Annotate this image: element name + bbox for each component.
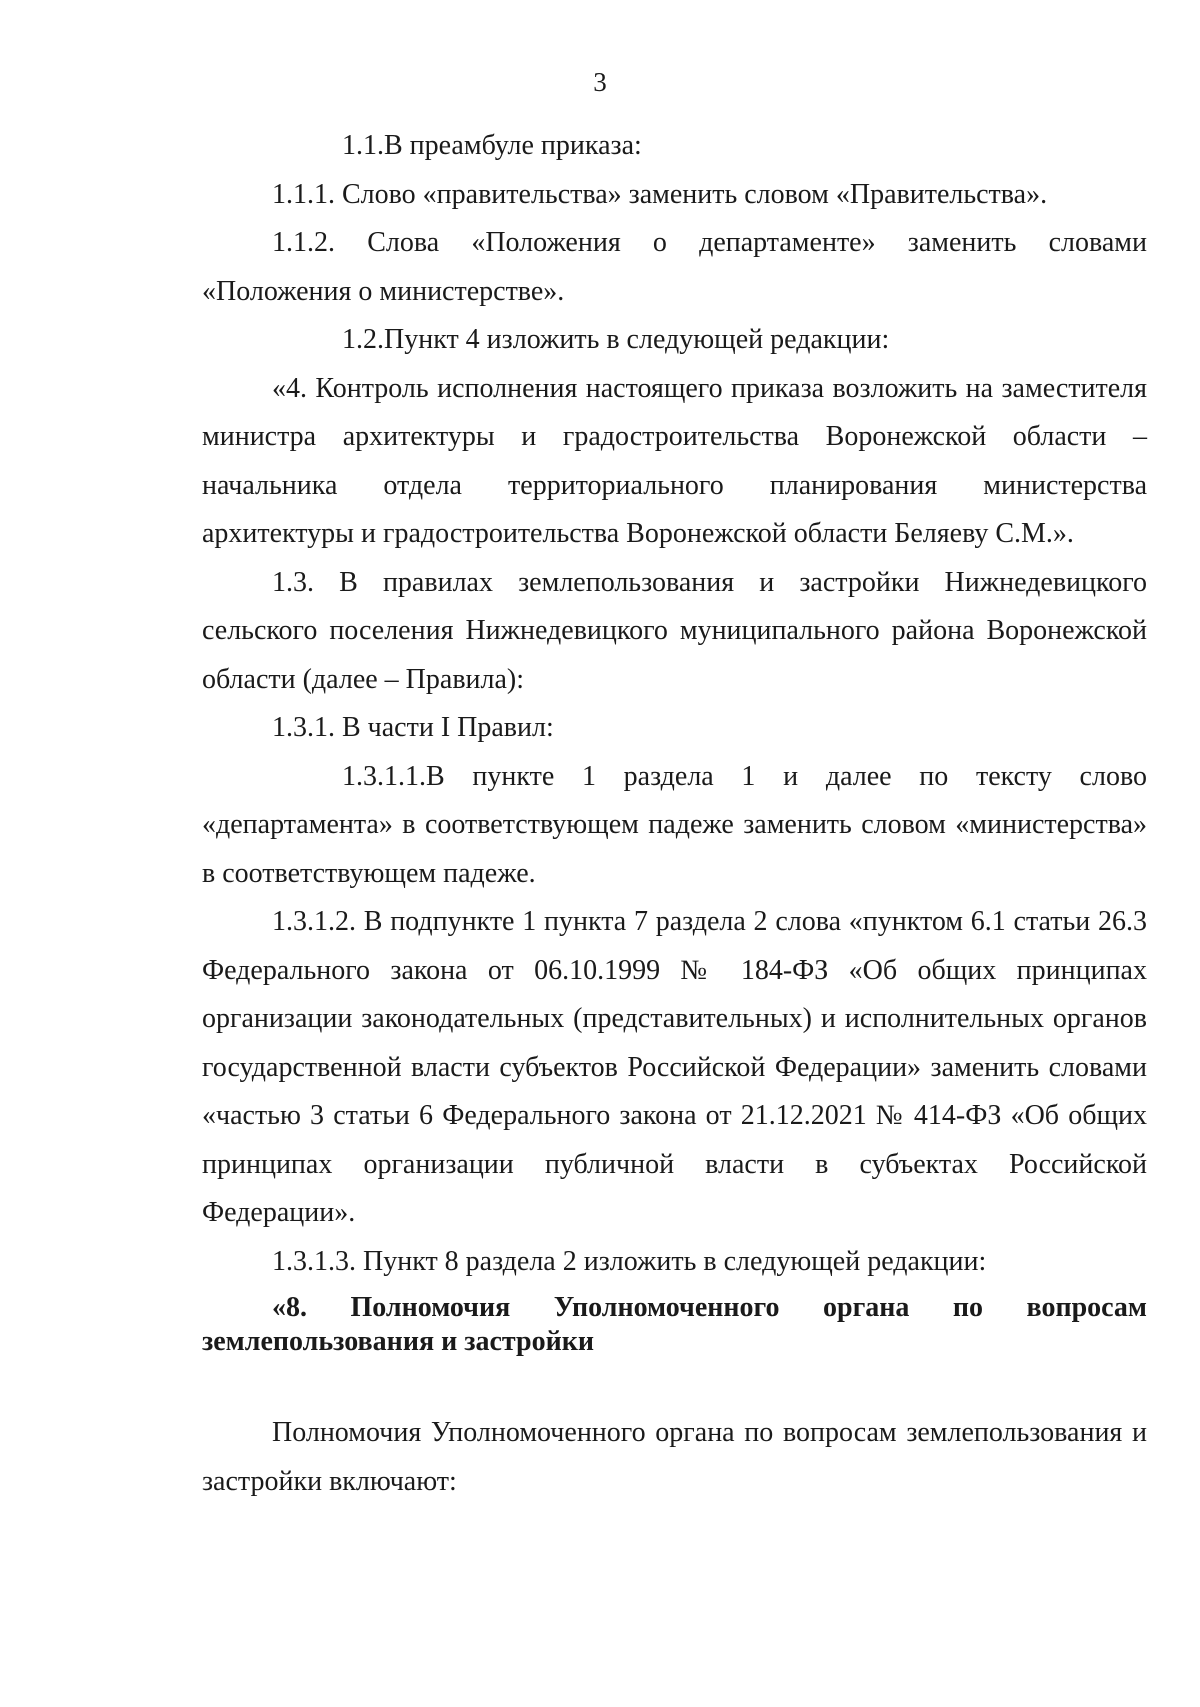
paragraph-1-2 — [202, 316, 1147, 365]
paragraph-text: 1.3.1.3. Пункт 8 раздела 2 изложить в следующей редакции: — [272, 1245, 987, 1277]
paragraph-1-3-1-3 — [202, 1238, 1147, 1287]
paragraph-1-3-1-2 — [202, 898, 1147, 1238]
paragraph-text: Пункт 4 изложить в следующей редакции: — [384, 324, 890, 355]
paragraph-quote-4 — [202, 365, 1147, 559]
paragraph-text: В пункте 1 раздела 1 и далее по тексту слово «департамента» в соответствующем падеже заменить словом «министерства» в соответствующем падеже. — [202, 760, 1147, 889]
paragraph-label: 1.1. — [342, 130, 384, 161]
paragraph-text: 1.1.1. Слово «правительства» заменить словом «Правительства». — [272, 178, 1048, 210]
section-heading: «8. Полномочия Уполномоченного органа по вопросам землепользования и застройки — [202, 1292, 1147, 1357]
paragraph-text: В преамбуле приказа: — [384, 130, 642, 161]
paragraph-label: 1.2. — [342, 324, 384, 355]
paragraph-1-3-1 — [202, 704, 1147, 753]
document-body — [202, 122, 1147, 1506]
paragraph-1-1-1 — [202, 171, 1147, 220]
paragraph-text: 1.3.1. В части I Правил: — [272, 712, 554, 743]
paragraph-text: 1.3. В правилах землепользования и застройки Нижнедевицкого сельского поселения Нижнедевицкого муниципального района Воронежской области (далее – Правила): — [202, 566, 1147, 695]
paragraph-label: 1.3.1.1. — [342, 760, 426, 792]
paragraph-text: 1.3.1.2. В подпункте 1 пункта 7 раздела 2 слова «пунктом 6.1 статьи 26.3 Федерального закона от 06.10.1999 № 184-ФЗ «Об общих принципах организации законодательных (представительных) и исполнительных органов государственной власти субъектов Российской Федерации» заменить словами «частью 3 статьи 6 Федерального закона от 21.12.2021 № 414-ФЗ «Об общих принципах организации публичной власти в субъектах Российской Федерации». — [202, 906, 1147, 1228]
paragraph-1-3 — [202, 559, 1147, 705]
paragraph-1-1-2 — [202, 219, 1147, 316]
paragraph-closing: Полномочия Уполномоченного органа по вопросам землепользования и застройки включают: — [202, 1417, 1147, 1497]
paragraph-1-3-1-1 — [202, 753, 1147, 899]
paragraph-text: «4. Контроль исполнения настоящего приказа возложить на заместителя министра архитектуры и градостроительства Воронежской области – начальника отдела территориального планирования министерства архитектуры и градостроительства Воронежской области Беляеву С.М.». — [202, 372, 1147, 549]
paragraph-text: 1.1.2. Слова «Положения о департаменте» заменить словами «Положения о министерстве». — [202, 227, 1147, 307]
paragraph-1-1 — [202, 122, 1147, 171]
page-number: 3 — [593, 67, 607, 97]
